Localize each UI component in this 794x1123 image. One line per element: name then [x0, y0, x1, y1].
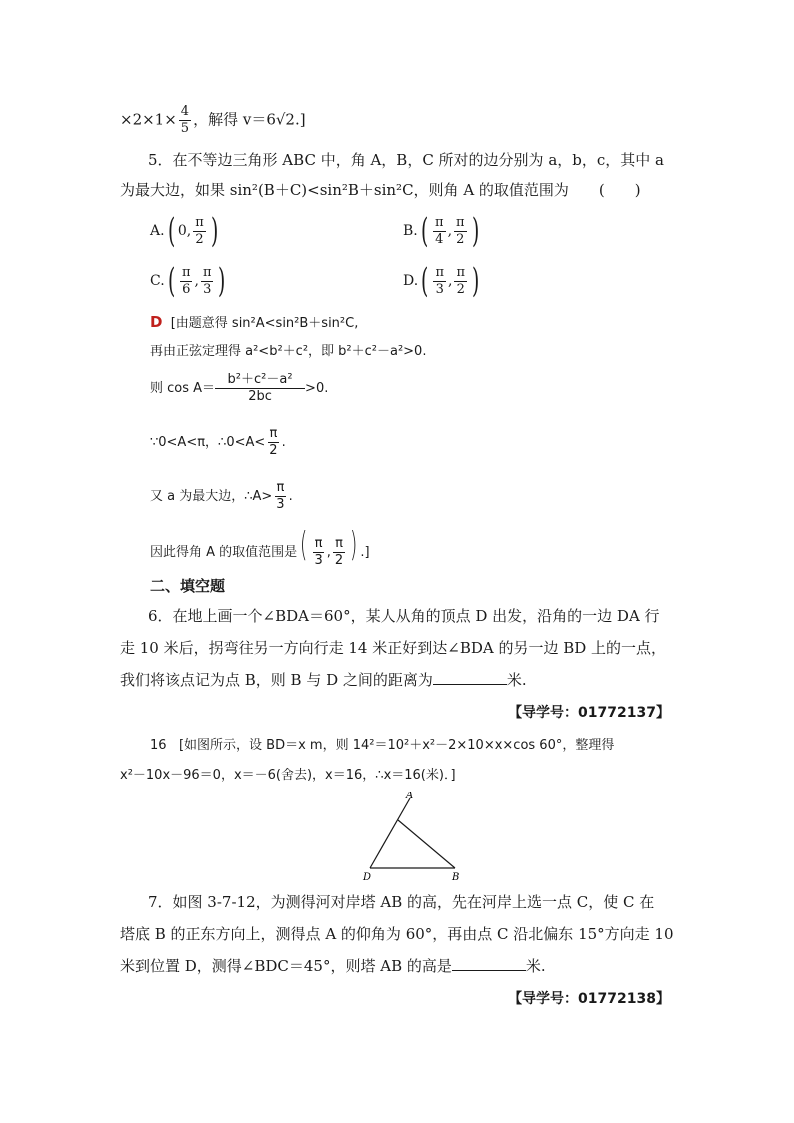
sol5-line-4: ∵0<A<π，∴0<A< $\frac{\pi}{2}$ .	[150, 426, 286, 458]
label-d: D	[363, 872, 372, 882]
answer-blank[interactable]	[452, 956, 526, 971]
q5-option-d: D. ( $\frac{\pi}{3}$ , $\frac{\pi}{2}$ )	[403, 261, 480, 301]
edge-da	[370, 798, 410, 868]
prev-solution-tail: ×2×1× $\frac{4}{5}$ ，解得 v＝6√2.]	[120, 104, 306, 136]
sol6-line-1: 16 [如图所示，设 BD＝x m，则 14²＝10²＋x²－2×10×x×cos 60°，整理得	[150, 738, 615, 753]
section-heading: 二、填空题	[150, 577, 226, 595]
q7-line-3: 米到位置 D，测得∠BDC＝45°，则塔 AB 的高是 米.	[120, 957, 546, 975]
sol6-line-2: x²－10x－96＝0，x＝－6(舍去)，x＝16，∴x＝16(米)．]	[120, 768, 456, 783]
q5-line-1: 5．在不等边三角形 ABC 中，角 A，B，C 所对的边分别为 a，b，c，其中 a	[148, 151, 664, 169]
guide-number-7: 【导学号：01772138】	[508, 991, 670, 1007]
q5-option-c: C. ( $\frac{\pi}{6}$ , $\frac{\pi}{3}$ )	[150, 261, 226, 301]
q5-option-b: B. ( $\frac{\pi}{4}$ , $\frac{\pi}{2}$ )	[403, 211, 479, 251]
q6-line-2: 走 10 米后，拐弯往另一方向行走 14 米正好到达∠BDA 的另一边 BD 上的一点，	[120, 639, 667, 657]
sol5-line-3: 则 cos A＝ $\frac{\text{b²＋c²－a²}}{2bc}$ >0.	[150, 372, 329, 404]
q7-line-1: 7．如图 3-7-12，为测得河对岸塔 AB 的高，先在河岸上选一点 C，使 C 在	[148, 893, 655, 911]
sol5-line-1: D [由题意得 sin²A<sin²B＋sin²C,	[150, 313, 359, 331]
q6-line-1: 6．在地上画一个∠BDA＝60°，某人从角的顶点 D 出发，沿角的一边 DA 行	[148, 607, 660, 625]
edge-b	[398, 820, 455, 868]
sol5-line-5: 又 a 为最大边，∴A> $\frac{\pi}{3}$ .	[150, 480, 293, 512]
answer-label: D	[150, 313, 163, 331]
guide-number-6: 【导学号：01772137】	[508, 705, 670, 721]
q5-option-a: A. ( 0, $\frac{\pi}{2}$ )	[150, 211, 219, 251]
sol5-line-2: 再由正弦定理得 a²<b²＋c²，即 b²＋c²－a²>0.	[150, 344, 427, 359]
q6-line-3: 我们将该点记为点 B，则 B 与 D 之间的距离为 米.	[120, 671, 527, 689]
fraction: $\frac{4}{5}$	[180, 104, 190, 136]
answer-blank[interactable]	[433, 670, 507, 685]
triangle-figure	[360, 792, 470, 882]
label-b: B	[452, 872, 460, 882]
q7-line-2: 塔底 B 的正东方向上，测得点 A 的仰角为 60°，再由点 C 沿北偏东 15°方向走 10	[120, 925, 674, 943]
q5-line-2: 为最大边，如果 sin²(B＋C)<sin²B＋sin²C，则角 A 的取值范围为 ( )	[120, 181, 641, 199]
label-a: A	[406, 792, 414, 801]
sol5-line-6: 因此得角 A 的取值范围是( $\frac{\pi}{3}$ , $\frac{\pi}{2}$ ) .]	[150, 525, 370, 568]
